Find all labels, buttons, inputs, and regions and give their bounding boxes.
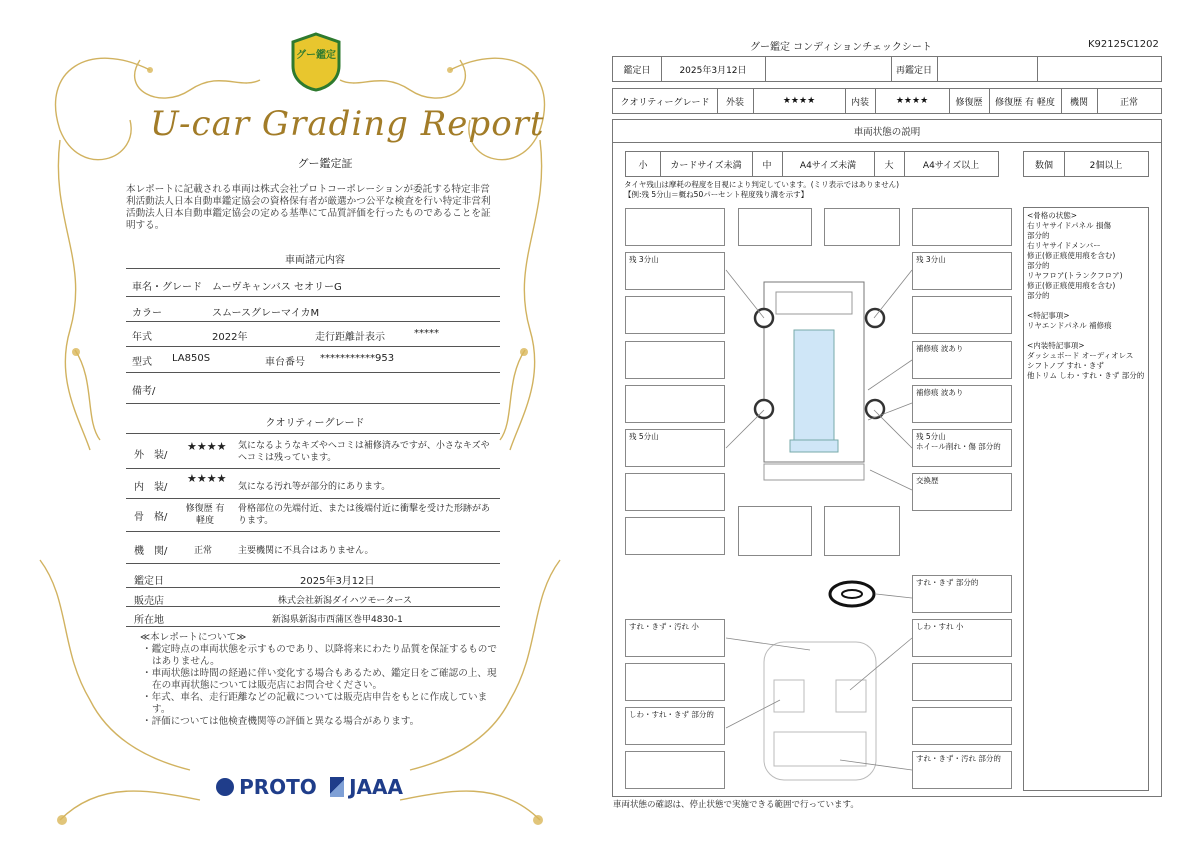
note-box [625, 663, 725, 701]
side-note: シフトノブ すれ・きず [1027, 361, 1104, 370]
proto-logo [216, 775, 317, 799]
engine-desc: 主要機関に不具合はありません。 [238, 546, 374, 556]
chassis-value: ***********953 [320, 353, 395, 364]
side-note: 右リヤサイドパネル 損傷 [1027, 221, 1112, 230]
model-label: 型式 [132, 357, 152, 368]
note-item: ・車両状態は時間の経過に伴い変化する場合もあるため、鑑定日をご確認の上、現在の車両状態については販売店にお問合せください。 [142, 668, 497, 691]
name-value: ムーヴキャンバス セオリーG [212, 282, 342, 293]
note-box [625, 208, 725, 246]
interior-desc: 気になる汚れ等が部分的にあります。 [238, 482, 391, 492]
note-box [625, 341, 725, 379]
color-value: スムースグレーマイカM [212, 308, 320, 319]
engine-label: 機関 [1069, 97, 1088, 108]
ext-stars: ★★★★ [782, 96, 816, 106]
side-note: リヤフロア(トランクフロア) [1027, 271, 1123, 280]
repair-value: 修復歴 有 軽度 [995, 97, 1055, 108]
divider [126, 531, 500, 532]
size-mid: 中 [762, 160, 772, 171]
side-note: 右リヤサイドメンバー [1027, 241, 1101, 250]
note-box [912, 208, 1012, 246]
proto-brand: PROTO [239, 775, 317, 799]
goo-kantei-logo [289, 32, 343, 92]
engine-grade: 正常 [194, 546, 213, 556]
model-value: LA850S [172, 353, 211, 364]
side-note: リヤエンドパネル 補修痕 [1027, 321, 1112, 330]
divider [126, 321, 500, 322]
side-note: 部分的 [1027, 261, 1050, 270]
tire-note-1: タイヤ残山は摩耗の程度を目視により判定しています。(ミリ表示ではありません) [624, 180, 900, 189]
size-small: 小 [638, 160, 648, 171]
note-box [824, 506, 900, 556]
side-note: 部分的 [1027, 291, 1050, 300]
side-note-gap [1027, 331, 1145, 341]
divider [126, 372, 500, 373]
divider [126, 296, 500, 297]
divider [126, 468, 500, 469]
sheet-id: K92125C1202 [1088, 39, 1159, 50]
side-note: 修正(修正痕使用痕を含む) [1027, 251, 1116, 260]
quality-heading: クオリティーグレード [265, 418, 365, 429]
address-value: 新潟県新潟市西蒲区巻甲4830-1 [272, 615, 403, 625]
date-label: 鑑定日 [623, 65, 651, 76]
note-rl-tire: 残 5分山 [625, 429, 725, 467]
note-steering: すれ・きず 部分的 [912, 575, 1012, 613]
note-box [738, 208, 812, 246]
frame-label: 骨 格/ [134, 512, 168, 523]
proto-mark-icon [216, 778, 234, 796]
jaaa-mark-icon [330, 777, 344, 797]
color-label: カラー [132, 308, 162, 319]
report-notes [140, 632, 500, 728]
note-item: ・評価については他検査機関等の評価と異なる場合があります。 [142, 716, 420, 727]
side-note: ダッシュボード オーディオレス [1027, 351, 1134, 360]
year-label: 年式 [132, 332, 152, 343]
interior-stars: ★★★★ [187, 472, 227, 485]
date-label: 鑑定日 [134, 576, 164, 587]
note-rr-tire: 残 5分山 ホイール削れ・傷 部分的 [912, 429, 1012, 467]
date-value: 2025年3月12日 [679, 65, 747, 76]
exterior-stars: ★★★★ [187, 440, 227, 453]
chassis-label: 車台番号 [265, 357, 305, 368]
notes-title: ≪本レポートについて≫ [140, 632, 247, 643]
ext-label: 外装 [725, 97, 744, 108]
engine-value: 正常 [1119, 97, 1138, 108]
divider [126, 268, 500, 269]
note-box [824, 208, 900, 246]
specs-heading: 車両諸元内容 [285, 255, 345, 266]
year-value: 2022年 [212, 332, 248, 343]
frame-desc: 骨格部位の先端付近、または後端付近に衝撃を受けた形跡があります。 [238, 504, 491, 526]
note-box [738, 506, 812, 556]
divider [126, 626, 500, 627]
divider [126, 403, 500, 404]
note-box [625, 385, 725, 423]
note-fr-tire: 残 3分山 [912, 252, 1012, 290]
dealer-value: 株式会社新潟ダイハツモータース [278, 596, 412, 606]
int-stars: ★★★★ [895, 96, 929, 106]
note-item: ・鑑定時点の車両状態を示すものであり、以降将来にわたり品質を保証するものではありません。 [142, 644, 497, 667]
date-value: 2025年3月12日 [300, 576, 375, 587]
divider [126, 498, 500, 499]
logo-text: グー鑑定 [296, 50, 336, 61]
note-interior-left-2: しわ・すれ・きず 部分的 [625, 707, 725, 745]
certificate-body: 本レポートに記載される車両は株式会社プロトコーポレーションが委託する特定非営利活動法人日本自動車鑑定協会の資格保有者が厳選かつ公平な検査を行い特定非営利活動法人日本自動車鑑定協会の定める基準にて品質評価を行ったものであることを証明する。 [126, 184, 491, 231]
note-right-mid-2: 補修痕 波あり [912, 385, 1012, 423]
note-rear: 交換歴 [912, 473, 1012, 511]
sheet-title: グー鑑定 コンディションチェックシート [750, 42, 932, 53]
jaaa-brand: JAAA [349, 775, 403, 799]
side-note: 修正(修正痕使用痕を含む) [1027, 281, 1116, 290]
size-small-desc: カードサイズ未満 [670, 160, 742, 171]
count-desc: 2個以上 [1089, 160, 1123, 171]
side-note: <骨格の状態> [1027, 211, 1078, 220]
int-label: 内装 [850, 97, 869, 108]
dealer-label: 販売店 [134, 596, 164, 607]
note-interior-right-1: しわ・すれ 小 [912, 619, 1012, 657]
mileage-label: 走行距離計表示 [315, 332, 385, 343]
tire-note-2: 【例:残 5分山＝概ね50パーセント程度残り溝を示す】 [624, 190, 809, 199]
note-box [912, 296, 1012, 334]
note-box [912, 663, 1012, 701]
report-script-title: U-car Grading Report [150, 104, 545, 144]
grade-label: クオリティーグレード [620, 97, 710, 108]
side-note: 他トリム しわ・すれ・きず 部分的 [1027, 371, 1145, 380]
side-note: <内装特記事項> [1027, 341, 1085, 350]
divider [126, 563, 500, 564]
note-interior-right-2: すれ・きず・汚れ 部分的 [912, 751, 1012, 789]
note-fl-tire: 残 3分山 [625, 252, 725, 290]
interior-label: 内 装/ [134, 482, 168, 493]
address-label: 所在地 [134, 615, 164, 626]
note-box [912, 707, 1012, 745]
size-big: 大 [884, 160, 894, 171]
divider [126, 606, 500, 607]
certificate-title: グー鑑定証 [297, 157, 353, 170]
note-box [625, 296, 725, 334]
side-note: <特記事項> [1027, 311, 1070, 320]
redate-label: 再鑑定日 [895, 65, 932, 76]
remarks-label: 備考/ [132, 386, 156, 397]
note-box [625, 517, 725, 555]
exterior-desc: 気になるようなキズやヘコミは補修済みですが、小さなキズやヘコミは残っています。 [238, 441, 490, 463]
size-big-desc: A4サイズ以上 [922, 160, 980, 171]
size-mid-desc: A4サイズ未満 [799, 160, 857, 171]
note-item: ・年式、車名、走行距離などの記載については販売店申告をもとに作成しています。 [142, 692, 488, 715]
frame-grade: 修復歴 有 軽度 [185, 504, 225, 526]
condition-check-sheet [600, 0, 1200, 848]
side-note-gap [1027, 301, 1145, 311]
side-notes-panel [1023, 207, 1149, 791]
count-label: 数個 [1034, 160, 1053, 171]
name-label: 車名・グレード [132, 282, 202, 293]
note-box [625, 473, 725, 511]
jaaa-logo [330, 775, 403, 799]
repair-label: 修復歴 [955, 97, 983, 108]
engine-label: 機 関/ [134, 546, 168, 557]
note-box [625, 751, 725, 789]
divider [126, 346, 500, 347]
sheet-footer: 車両状態の確認は、停止状態で実施できる範囲で行っています。 [613, 800, 859, 810]
condition-heading: 車両状態の説明 [612, 119, 1162, 143]
divider [126, 587, 500, 588]
exterior-label: 外 装/ [134, 450, 168, 461]
note-right-mid-1: 補修痕 波あり [912, 341, 1012, 379]
divider [126, 433, 500, 434]
mileage-value: ***** [414, 328, 439, 339]
side-note: 部分的 [1027, 231, 1050, 240]
note-interior-left-1: すれ・きず・汚れ 小 [625, 619, 725, 657]
